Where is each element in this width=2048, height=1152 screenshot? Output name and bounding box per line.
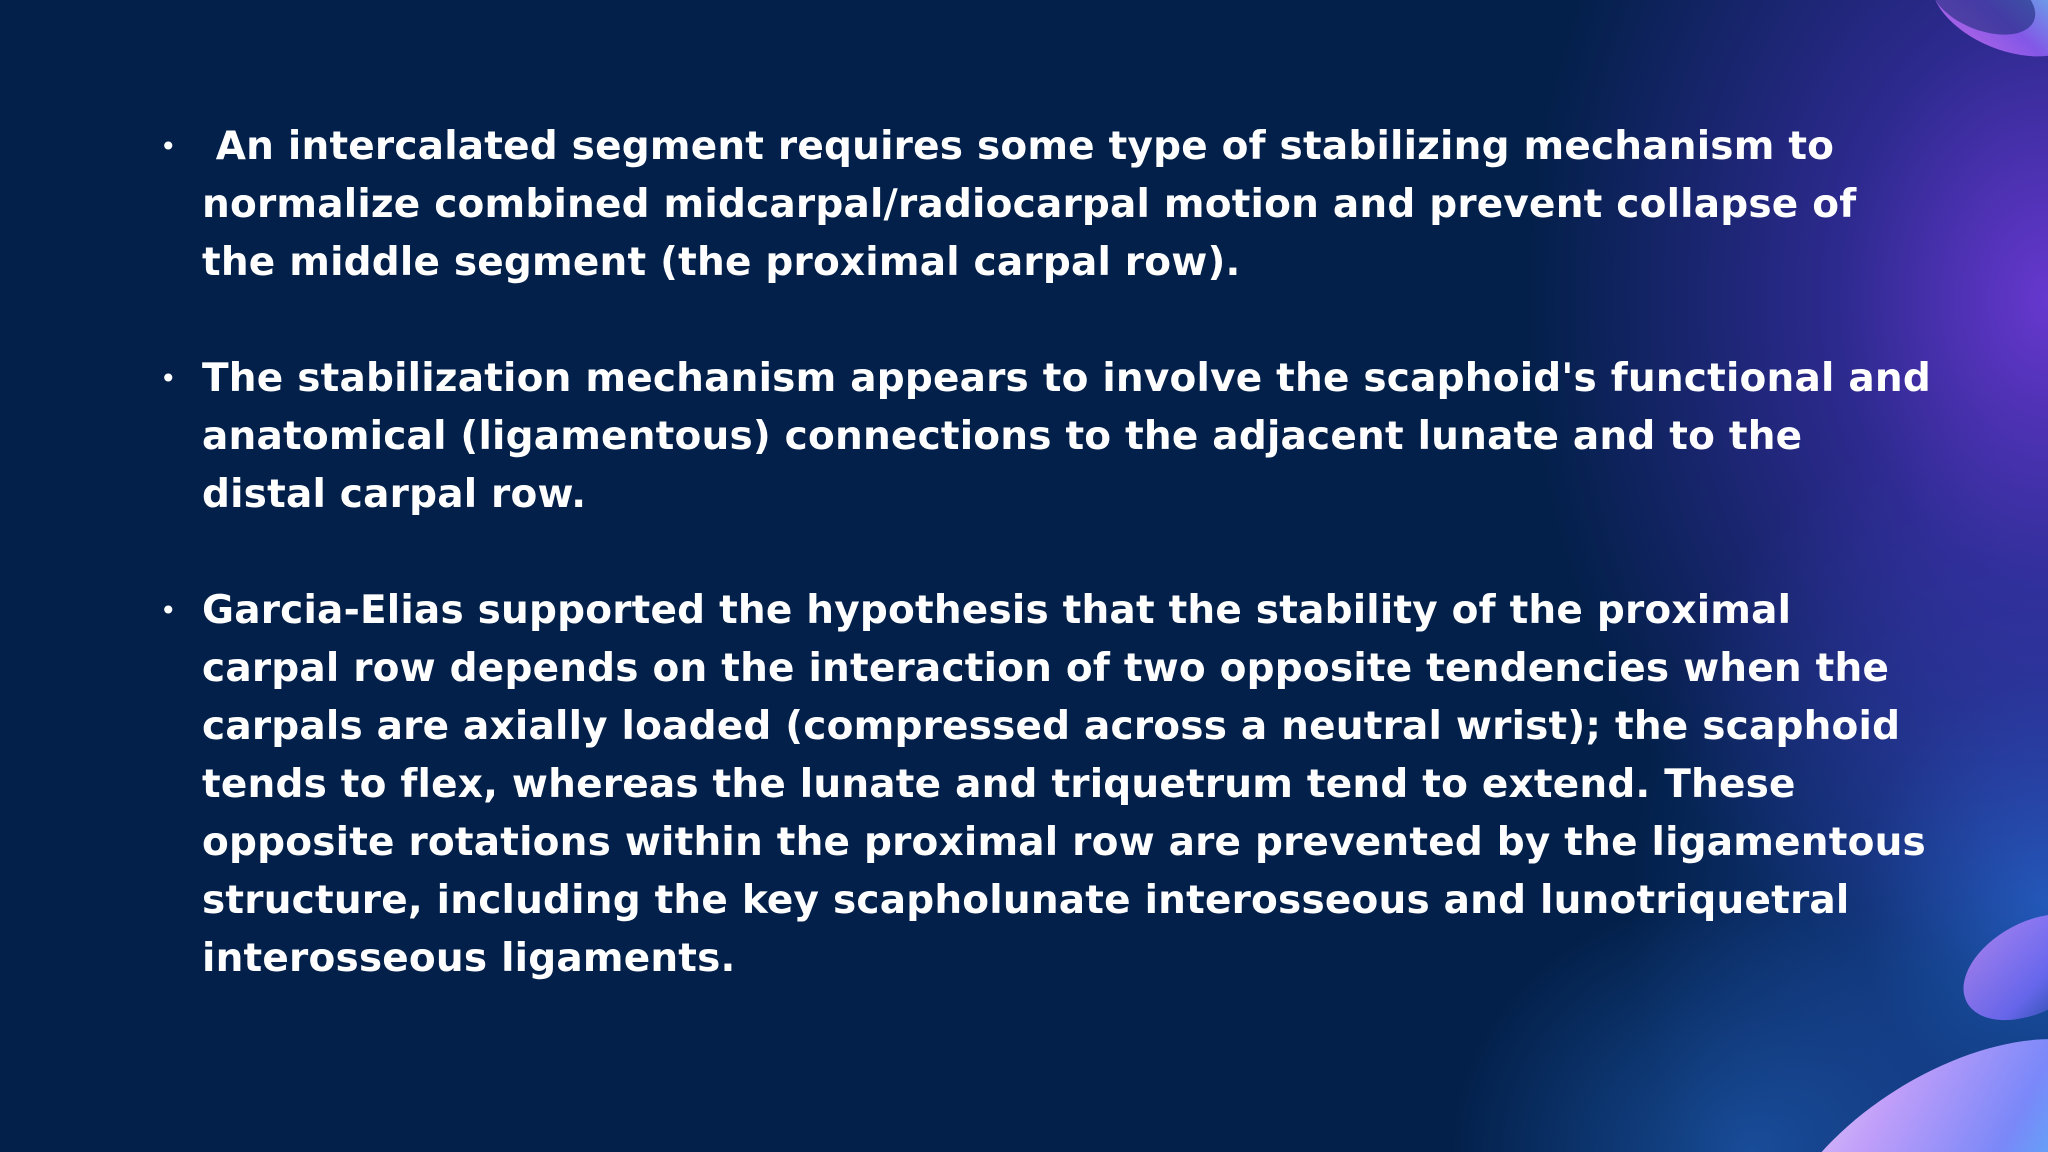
bullet-text: Garcia-Elias supported the hypothesis that the stability of the proximal carpal row depends on the interaction of two opposite tendencies when the carpals are axially loaded (compressed across a neutral wrist); the scaphoid tends to flex, whereas the lunate and triquetrum tend to extend. These opposite rotations within the proximal row are prevented by the ligamentous structure, including the key scapholunate interosseous and lunotriquetral interosseous ligaments. [202, 588, 1926, 981]
bullet-item-garcia-elias [160, 582, 1940, 988]
bullet-dot-icon: • [160, 130, 177, 163]
bullet-list [160, 118, 1940, 988]
bullet-item-stabilization-mechanism [160, 350, 1940, 524]
bullet-text: The stabilization mechanism appears to involve the scaphoid's functional and anatomical (ligamentous) connections to the adjacent lunate and to the distal carpal row. [202, 356, 1931, 517]
bullet-item-intercalated-segment [160, 118, 1940, 292]
slide-content [160, 118, 1940, 1046]
bullet-dot-icon: • [160, 594, 177, 627]
decorative-shape-bottom-right-edge [1946, 892, 2048, 1042]
bullet-dot-icon: • [160, 362, 177, 395]
bullet-text: An intercalated segment requires some type of stabilizing mechanism to normalize combined midcarpal/radiocarpal motion and prevent collapse of the middle segment (the proximal carpal row). [202, 124, 1871, 285]
